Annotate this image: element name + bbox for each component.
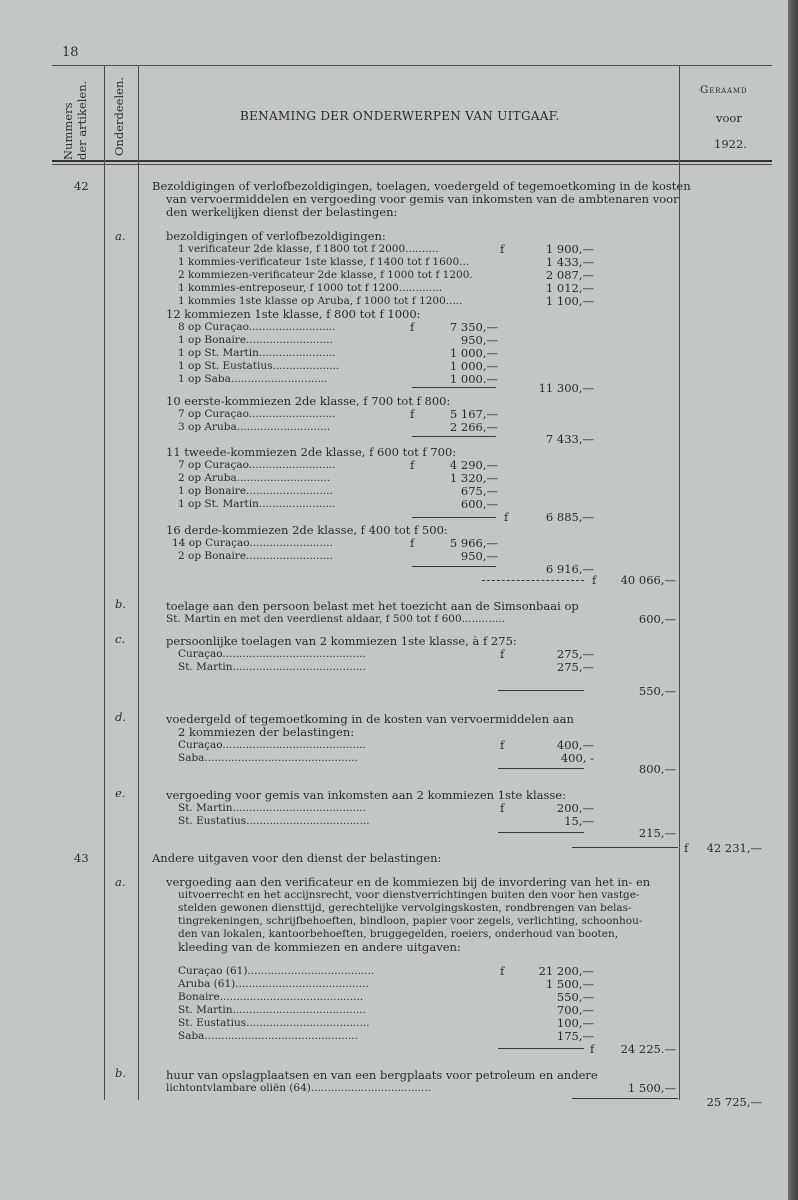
currency-f: f [500, 738, 505, 752]
item-value: 275,— [556, 660, 594, 674]
text-line: vergoeding aan den verificateur en de kommiezen bij de invordering van het in- en [166, 875, 651, 889]
text-line: vergoeding voor gemis van inkomsten aan 2 kommiezen 1ste klasse: [166, 788, 566, 802]
item-label: 1 op St. Martin....................... [178, 498, 336, 510]
item-value: 675,— [460, 484, 498, 498]
item-label: Saba.............................................. [178, 752, 358, 764]
sum-rule [498, 690, 584, 691]
item-label: 1 op St. Eustatius.................... [178, 360, 340, 372]
item-value: 1 000,— [449, 359, 498, 373]
currency-f: f [410, 407, 415, 421]
book-binding-edge [788, 0, 798, 1200]
item-value: 100,— [556, 1016, 594, 1030]
item-label: Curaçao........................................... [178, 648, 366, 660]
item-value: 275,— [556, 647, 594, 661]
text-line: persoonlijke toelagen van 2 kommiezen 1ste klasse, à f 275: [166, 634, 517, 648]
text-line: St. Martin en met den veerdienst aldaar, f 500 tot f 600............. [166, 613, 506, 625]
header-title: BENAMING DER ONDERWERPEN VAN UITGAAF. [240, 109, 560, 123]
item-value: 4 290,— [449, 458, 498, 472]
sum-rule [572, 1098, 678, 1099]
item-label: St. Martin........................................ [178, 661, 366, 673]
item-value: 950,— [460, 333, 498, 347]
group-total: 6 885,— [545, 510, 594, 524]
subsection-total: 600,— [638, 612, 676, 626]
subsection-letter: c. [115, 632, 126, 646]
item-label: 1 op Saba............................. [178, 373, 328, 385]
group-title: 11 tweede-kommiezen 2de klasse, f 600 tot f 700: [166, 445, 457, 459]
subsection-total: 24 225.— [620, 1042, 676, 1056]
header-col1-line2: der artikelen. [75, 80, 89, 160]
item-label: 1 verificateur 2de klasse, f 1800 tot f 2000.......... [178, 243, 439, 255]
subsection-total: 550,— [638, 684, 676, 698]
subsection-letter: d. [115, 710, 127, 724]
header-top-rule [52, 65, 772, 66]
subsection-letter: b. [115, 597, 127, 611]
item-label: St. Martin........................................ [178, 1004, 366, 1016]
subsection-total: 40 066,— [620, 573, 676, 587]
text-line: den werkelijken dienst der belastingen: [166, 205, 398, 219]
text-line: stelden gewonen diensttijd, gerechtelijke vervolgingskosten, rondbrengen van belas- [178, 902, 632, 914]
group-title: 10 eerste-kommiezen 2de klasse, f 700 tot f 800: [166, 394, 451, 408]
sum-rule [412, 387, 496, 388]
text-line: van vervoermiddelen en vergoeding voor gemis van inkomsten van de ambtenaren voor [166, 192, 679, 206]
item-value: 200,— [556, 801, 594, 815]
item-label: 1 op St. Martin....................... [178, 347, 336, 359]
text-line: huur van opslagplaatsen en van een bergplaats voor petroleum en andere [166, 1068, 598, 1082]
item-label: 7 op Curaçao.......................... [178, 408, 336, 420]
subsection-total: 215,— [638, 826, 676, 840]
item-value: 21 200,— [538, 964, 594, 978]
header-bottom-rule [52, 160, 772, 162]
item-value: 15,— [564, 814, 594, 828]
sum-rule [412, 436, 496, 437]
item-value: 700,— [556, 1003, 594, 1017]
group-title: 12 kommiezen 1ste klasse, f 800 tot f 1000: [166, 307, 421, 321]
currency-f: f [410, 536, 415, 550]
item-label: St. Eustatius..................................... [178, 1017, 370, 1029]
item-value: 1 012,— [545, 281, 594, 295]
text-line: tingrekeningen, schrijfbehoeften, bindloon, papier voor zegels, verlichting, schoonhou- [178, 915, 643, 927]
item-label: 3 op Aruba............................ [178, 421, 331, 433]
currency-f: f [410, 320, 415, 334]
item-label: Curaçao (61)...................................... [178, 965, 375, 977]
item-label: Aruba (61)........................................ [178, 978, 369, 990]
text-line: Andere uitgaven voor den dienst der belastingen: [152, 851, 442, 865]
col-divider-3 [679, 65, 680, 1100]
page-number: 18 [62, 45, 79, 60]
text-line: toelage aan den persoon belast met het toezicht aan de Simsonbaai op [166, 599, 579, 613]
item-label: 1 kommies-entreposeur, f 1000 tot f 1200............. [178, 282, 443, 294]
item-label: 7 op Curaçao.......................... [178, 459, 336, 471]
item-value: 7 350,— [449, 320, 498, 334]
sum-rule [498, 832, 584, 833]
item-label: 1 kommies 1ste klasse op Aruba, f 1000 tot f 1200..... [178, 295, 463, 307]
text-line: lichtontvlambare oliën (64).................................... [166, 1082, 432, 1094]
subsection-letter: a. [115, 875, 126, 889]
item-value: 600,— [460, 497, 498, 511]
text-line: 2 kommiezen der belastingen: [178, 725, 355, 739]
sum-rule [412, 566, 496, 567]
currency-f: f [684, 841, 689, 855]
sum-rule [498, 1048, 584, 1049]
item-label: St. Martin........................................ [178, 802, 366, 814]
text-line: voedergeld of tegemoetkoming in de kosten van vervoermiddelen aan [166, 712, 574, 726]
item-value: 550,— [556, 990, 594, 1004]
header-col2: Onderdeelen. [112, 76, 126, 156]
text-line: den van lokalen, kantoorbehoeften, bruggegelden, roeiers, onderhoud van booten, [178, 928, 619, 940]
item-value: 175,— [556, 1029, 594, 1043]
item-value: 1 433,— [545, 255, 594, 269]
col-divider-1 [104, 65, 105, 1100]
item-value: 1 000,— [449, 346, 498, 360]
item-value: 950,— [460, 549, 498, 563]
item-label: Curaçao........................................... [178, 739, 366, 751]
group-total: 7 433,— [545, 432, 594, 446]
item-label: 1 op Bonaire.......................... [178, 334, 333, 346]
currency-f: f [500, 242, 505, 256]
subsection-letter: a. [115, 229, 126, 243]
sum-rule [412, 517, 496, 518]
header-right-1: Geraamd [700, 84, 748, 96]
header-col1-line1: Nummers [61, 102, 75, 160]
currency-f: f [410, 458, 415, 472]
text-line: Bezoldigingen of verlofbezoldigingen, toelagen, voedergeld of tegemoetkoming in de kosten [152, 179, 691, 193]
item-label: 2 kommiezen-verificateur 2de klasse, f 1000 tot f 1200. [178, 269, 473, 281]
group-total: 6 916,— [545, 562, 594, 576]
item-label: 2 op Bonaire.......................... [178, 550, 333, 562]
subsection-letter: e. [115, 786, 126, 800]
currency-f: f [590, 1042, 595, 1056]
text-line: bezoldigingen of verlofbezoldigingen: [166, 229, 386, 243]
item-label: 14 op Curaçao......................... [172, 537, 333, 549]
item-value: 1 900,— [545, 242, 594, 256]
item-label: St. Eustatius..................................... [178, 815, 370, 827]
item-value: 400,— [556, 738, 594, 752]
item-value: 1 000.— [449, 372, 498, 386]
currency-f: f [500, 801, 505, 815]
currency-f: f [500, 964, 505, 978]
item-value: 1 500,— [545, 977, 594, 991]
header-bottom-rule-2 [52, 164, 772, 165]
item-value: 1 320,— [449, 471, 498, 485]
item-label: 1 op Bonaire.......................... [178, 485, 333, 497]
article-total: 42 231,— [706, 841, 762, 855]
item-label: 8 op Curaçao.......................... [178, 321, 336, 333]
item-value: 400, - [560, 751, 594, 765]
header-right-3: 1922. [714, 137, 747, 151]
article-number: 43 [74, 851, 89, 865]
subsection-letter: b. [115, 1066, 127, 1080]
item-value: 1 100,— [545, 294, 594, 308]
group-total: 11 300,— [538, 381, 594, 395]
item-value: 2 266,— [449, 420, 498, 434]
item-label: 2 op Aruba............................ [178, 472, 331, 484]
header-right-2: voor [716, 111, 742, 125]
item-label: Bonaire........................................... [178, 991, 364, 1003]
col-divider-2 [138, 65, 139, 1100]
text-line: kleeding van de kommiezen en andere uitgaven: [178, 940, 461, 954]
group-title: 16 derde-kommiezen 2de klasse, f 400 tot f 500: [166, 523, 448, 537]
sum-rule [498, 768, 584, 769]
subsection-total: 800,— [638, 762, 676, 776]
currency-f: f [504, 510, 509, 524]
sum-rule [572, 847, 678, 848]
sum-rule [482, 580, 584, 581]
item-value: 2 087,— [545, 268, 594, 282]
currency-f: f [592, 573, 597, 587]
item-label: Saba.............................................. [178, 1030, 358, 1042]
subsection-total: 1 500,— [627, 1081, 676, 1095]
article-number: 42 [74, 179, 89, 193]
item-value: 5 966,— [449, 536, 498, 550]
item-label: 1 kommies-verificateur 1ste klasse, f 1400 tot f 1600... [178, 256, 470, 268]
text-line: uitvoerrecht en het accijnsrecht, voor dienstverrichtingen buiten den voor hen vastge- [178, 889, 640, 901]
article-total: 25 725,— [706, 1095, 762, 1109]
item-value: 5 167,— [449, 407, 498, 421]
currency-f: f [500, 647, 505, 661]
